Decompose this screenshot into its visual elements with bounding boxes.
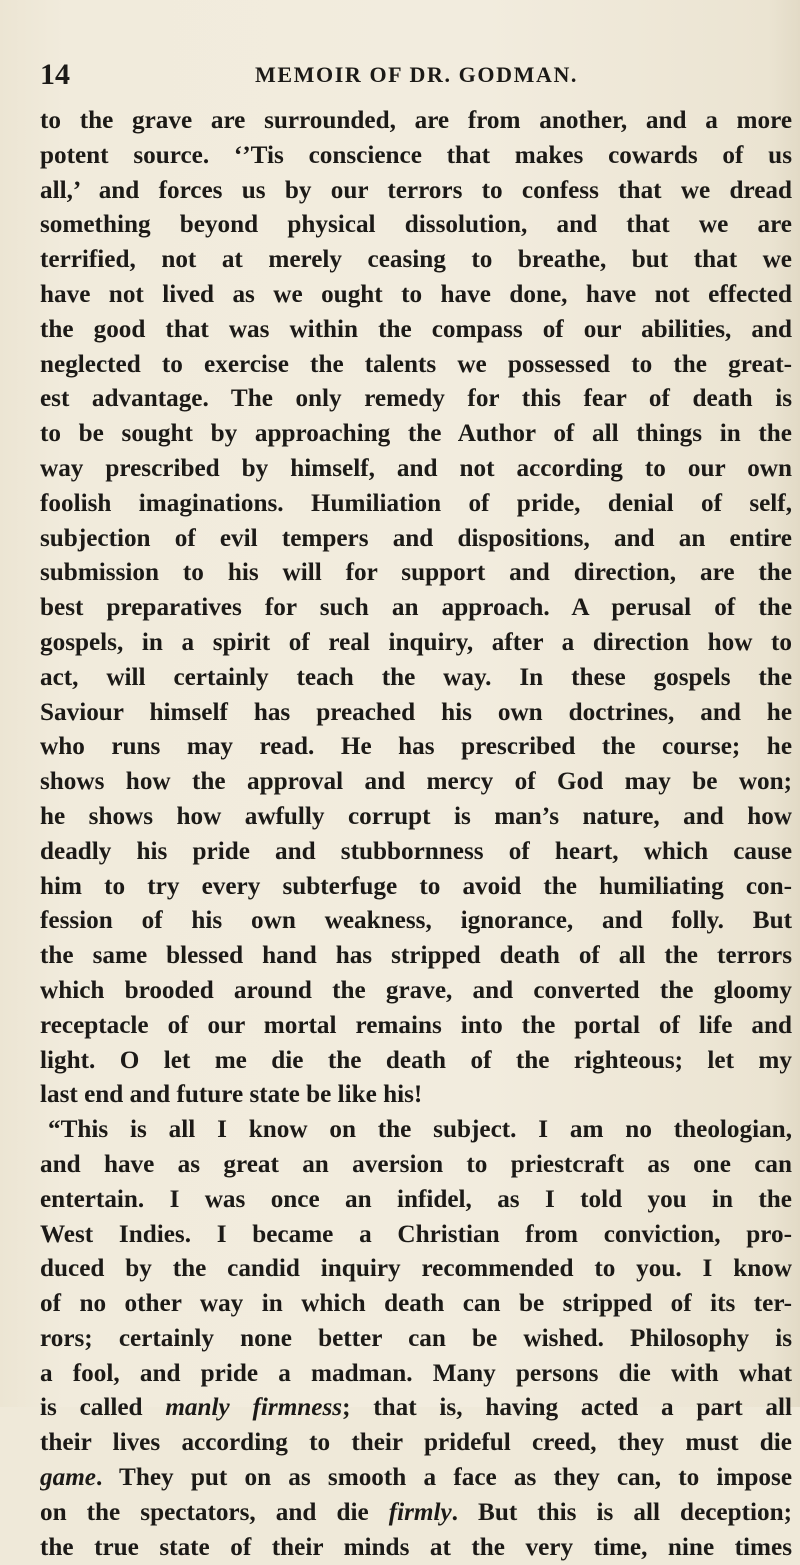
text-line: est advantage. The only remedy for this fear of death is	[40, 385, 792, 413]
text-line: shows how the approval and mercy of God may be won;	[40, 768, 792, 796]
text-line: potent source. ‘’Tis conscience that makes cowards of us	[40, 141, 792, 169]
text-line: the good that was within the compass of our abilities, and	[40, 315, 792, 343]
text-line: rors; certainly none better can be wished. Philosophy is	[40, 1324, 792, 1352]
text-line: deadly his pride and stubbornness of heart, which cause	[40, 837, 792, 865]
italic-phrase: firmly	[388, 1498, 452, 1526]
text-line: way prescribed by himself, and not according to our own	[40, 454, 792, 482]
text-line: duced by the candid inquiry recommended to you. I know	[40, 1255, 792, 1283]
text-line: subjection of evil tempers and dispositions, and an entire	[40, 524, 792, 552]
text-line: foolish imaginations. Humiliation of pride, denial of self,	[40, 489, 792, 517]
text-line: of no other way in which death can be stripped of its ter-	[40, 1290, 792, 1318]
italic-phrase: manly firmness	[165, 1394, 343, 1422]
text-line: Saviour himself has preached his own doctrines, and he	[40, 698, 792, 726]
text-line: all,’ and forces us by our terrors to confess that we dread	[40, 176, 792, 204]
text-line-paragraph-end: last end and future state be like his!	[40, 1081, 423, 1109]
text-line: something beyond physical dissolution, and that we are	[40, 211, 792, 239]
italic-phrase: game	[40, 1464, 96, 1492]
running-head: MEMOIR OF DR. GODMAN.	[255, 62, 579, 87]
body-text	[40, 104, 792, 1565]
page-header	[40, 55, 790, 95]
text-line: is called manly firmness; that is, having acted a part all	[40, 1394, 792, 1422]
text-line: the same blessed hand has stripped death of all the terrors	[40, 942, 792, 970]
text-line: he shows how awfully corrupt is man’s nature, and how	[40, 802, 792, 830]
text-line: him to try every subterfuge to avoid the humiliating con-	[40, 872, 792, 900]
text-line: their lives according to their prideful creed, they must die	[40, 1429, 792, 1457]
text-line: to the grave are surrounded, are from another, and a more	[40, 107, 792, 134]
text-line: terrified, not at merely ceasing to breathe, but that we	[40, 246, 792, 274]
text-line: the true state of their minds at the very time, nine times	[40, 1533, 792, 1561]
text-line: receptacle of our mortal remains into the portal of life and	[40, 1011, 792, 1039]
text-line: best preparatives for such an approach. A perusal of the	[40, 594, 792, 622]
text-line: game. They put on as smooth a face as they can, to impose	[40, 1464, 792, 1492]
text-line: neglected to exercise the talents we possessed to the great-	[40, 350, 792, 378]
text-line: entertain. I was once an infidel, as I told you in the	[40, 1185, 792, 1213]
text-line: which brooded around the grave, and converted the gloomy	[40, 976, 792, 1004]
text-line-paragraph-start: “This is all I know on the subject. I am no theologian,	[48, 1116, 792, 1144]
text-line: on the spectators, and die firmly. But this is all deception;	[40, 1498, 792, 1526]
text-line: gospels, in a spirit of real inquiry, after a direction how to	[40, 628, 792, 656]
text-line: fession of his own weakness, ignorance, and folly. But	[40, 907, 792, 935]
text-line: have not lived as we ought to have done, have not effected	[40, 280, 792, 308]
text-line: who runs may read. He has prescribed the course; he	[40, 733, 792, 761]
page-number: 14	[40, 58, 70, 91]
text-line: and have as great an aversion to priestcraft as one can	[40, 1150, 792, 1178]
text-line: light. O let me die the death of the righteous; let my	[40, 1046, 792, 1074]
text-line: to be sought by approaching the Author of all things in the	[40, 420, 792, 448]
text-line: act, will certainly teach the way. In these gospels the	[40, 663, 792, 691]
text-line: a fool, and pride a madman. Many persons die with what	[40, 1359, 792, 1387]
text-line: submission to his will for support and direction, are the	[40, 559, 792, 587]
text-line: West Indies. I became a Christian from conviction, pro-	[40, 1220, 792, 1248]
